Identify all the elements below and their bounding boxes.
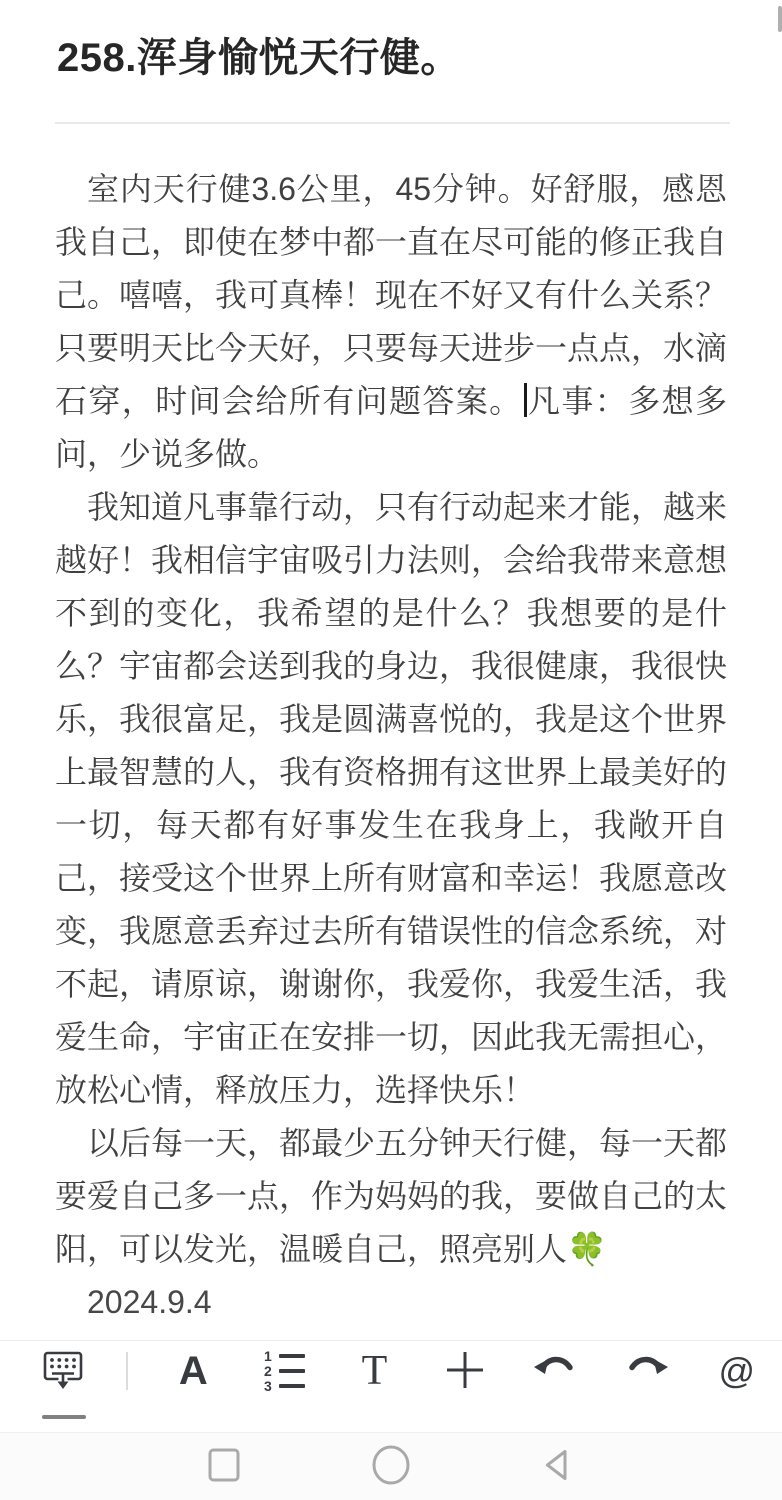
redo-button[interactable] — [601, 1348, 692, 1394]
numbered-list-icon — [262, 1348, 305, 1394]
mention-label: @ — [718, 1350, 756, 1391]
paragraph-2[interactable]: 我知道凡事靠行动，只有行动起来才能，越来越好！我相信宇宙吸引力法则，会给我带来意想不到的变化，我希望的是什么？我想要的是什么？宇宙都会送到我的身边，我很健康，我很快乐，我很富足，我是圆满喜悦的，我是这个世界上最智慧的人，我有资格拥有这世界上最美好的一切，每天都有好事发生在我身上，我敞开自己，接受这个世界上所有财富和幸运！我愿意改变，我愿意丢弃过去所有错误性的信念系统，对不起，请原谅，谢谢你，我爱你，我爱生活，我爱生命，宇宙正在安排一切，因此我无需担心，放松心情，释放压力，选择快乐！ — [55, 489, 728, 1108]
list-digit-2: 2 — [263, 1363, 272, 1379]
list-bar — [279, 1384, 305, 1388]
title-divider — [55, 122, 730, 124]
text-style-label: T — [361, 1348, 388, 1394]
note-title[interactable]: 258.浑身愉悦天行健。 — [57, 36, 461, 80]
mention-button[interactable] — [691, 1348, 782, 1394]
list-bar — [279, 1369, 305, 1373]
redo-icon — [623, 1353, 669, 1390]
plus-icon — [443, 1348, 487, 1395]
paragraph-1[interactable] — [55, 163, 727, 481]
list-digit-1: 1 — [263, 1348, 272, 1364]
list-digit-3: 3 — [263, 1378, 272, 1394]
numbered-list-button[interactable] — [239, 1348, 330, 1394]
font-style-label: A — [178, 1348, 208, 1393]
recent-apps-button[interactable] — [205, 1448, 243, 1486]
android-nav-bar — [0, 1432, 782, 1500]
hide-keyboard-button[interactable] — [0, 1348, 126, 1394]
toolbar-divider — [126, 1352, 128, 1390]
home-button[interactable] — [372, 1448, 410, 1486]
paragraph-3[interactable]: 以后每一天，都最少五分钟天行健，每一天都要爱自己多一点，作为妈妈的我，要做自己的太阳，可以发光，温暖自己，照亮别人🍀 — [55, 1125, 728, 1267]
home-circle-icon — [371, 1445, 411, 1488]
date-line[interactable]: 2024.9.4 — [87, 1284, 212, 1320]
font-style-button[interactable] — [148, 1348, 239, 1394]
keyboard-button-active-underline — [42, 1415, 86, 1419]
back-triangle-icon — [539, 1446, 577, 1487]
back-button[interactable] — [539, 1448, 577, 1486]
text-style-button[interactable] — [329, 1348, 420, 1394]
undo-button[interactable] — [510, 1348, 601, 1394]
recents-square-icon — [205, 1446, 243, 1487]
paragraph-1-text-after-caret: 凡事：多想多问，少说多做。 — [55, 383, 727, 472]
undo-icon — [533, 1353, 579, 1390]
editor-toolbar — [0, 1340, 782, 1432]
insert-button[interactable] — [420, 1348, 511, 1394]
paragraph-1-text-before-caret: 室内天行健3.6公里，45分钟。好舒服，感恩我自己，即使在梦中都一直在尽可能的修正我自己。嘻嘻，我可真棒！现在不好又有什么关系？只要明天比今天好，只要每天进步一点点，水滴石穿，时间会给所有问题答案。 — [55, 171, 728, 419]
hide-keyboard-icon — [40, 1347, 86, 1396]
list-bar — [279, 1354, 305, 1358]
note-body-editor[interactable] — [55, 163, 727, 1329]
scrollbar-thumb[interactable] — [778, 6, 782, 32]
